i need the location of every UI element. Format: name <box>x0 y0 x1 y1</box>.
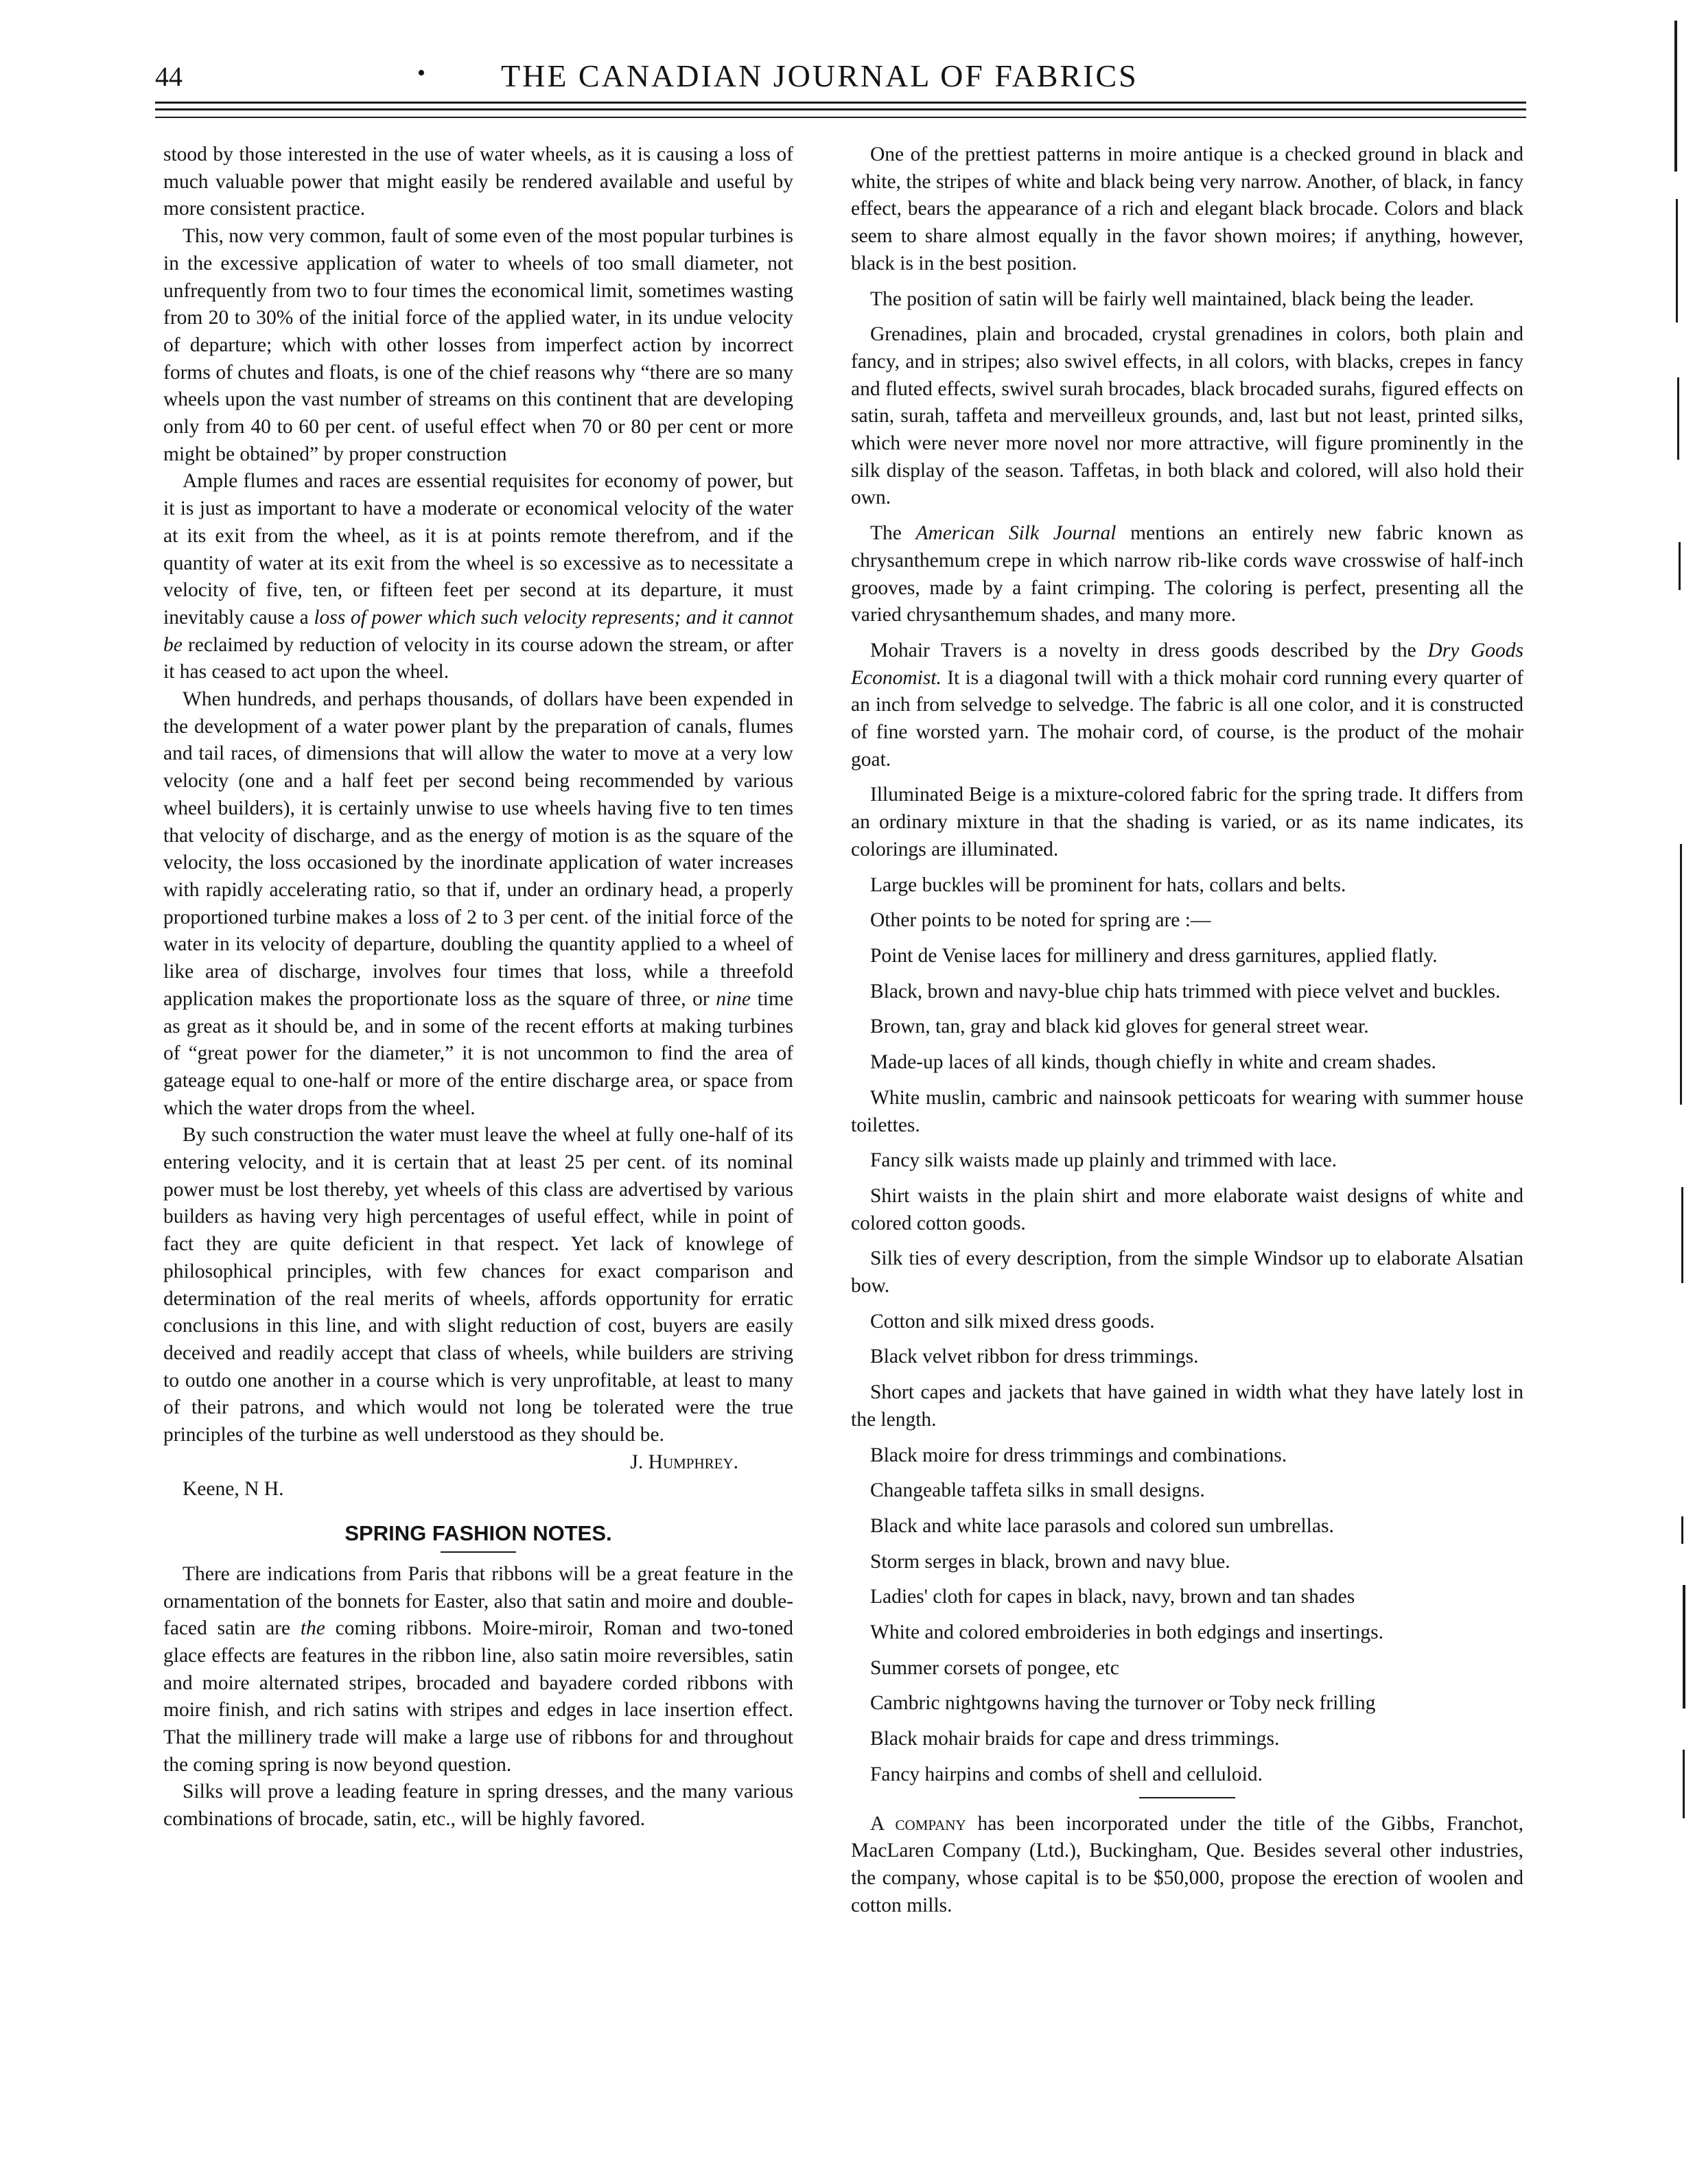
list-item: Black, brown and navy-blue chip hats trimmed with piece velvet and buckles. <box>870 980 1501 1002</box>
emphasis-text: the <box>300 1617 325 1640</box>
header-dot: • <box>417 60 425 86</box>
list-item: Brown, tan, gray and black kid gloves for general street wear. <box>870 1015 1369 1038</box>
list-item: Black and white lace parasols and colored sun umbrellas. <box>870 1514 1334 1537</box>
emphasis-text: loss of power which such velocity represents; and it cannot be <box>163 606 793 656</box>
right-paragraph-1: One of the prettiest patterns in moire antique is a checked ground in black and white, the stripes of white and black being very narrow. Another, of black, in fancy effect, bears the appearance of a rich and elegant black brocade. Colors and black seem to share almost equally in the favor shown moires; if anything, however, black is in the best position. <box>851 143 1523 274</box>
left-paragraph-3: Ample flumes and races are essential requisites for economy of power, but it is just as important to have a moderate or economical velocity of the water at its exit from the wheel, as it is at points remote therefrom, and if the quantity of water at its exit from the wheel is so excessive as to necessitate a velocity of five, ten, or fifteen feet per second at its departure, it must inevitably cause a loss of power which such velocity represents; and it cannot be reclaimed by reduction of velocity in its course adown the stream, or after it has ceased to act upon the wheel. <box>163 470 793 683</box>
fashion-paragraph-1: There are indications from Paris that ribbons will be a great feature in the ornamentation of the bonnets for Easter, also that satin and moire and double-faced satin are the coming ribbons. Moire-miroir, Roman and two-toned glace effects are features in the ribbon line, also satin moire reversibles, satin and moire alternated stripes, brocaded and bayadere corded ribbons with moire finish, and rich satins with stripes and edges in lace insertion effect. That the millinery trade will make a large use of ribbons for and throughout the coming spring is now beyond question. <box>163 1562 793 1776</box>
author-signature: J. Humphrey. <box>630 1451 738 1473</box>
company-lead: A company <box>870 1812 966 1835</box>
section-rule <box>1139 1797 1235 1798</box>
list-item: Point de Venise laces for millinery and dress garnitures, applied flatly. <box>870 944 1438 967</box>
list-item: Cambric nightgowns having the turnover or Toby neck frilling <box>870 1692 1376 1715</box>
binding-edge-marks <box>1668 21 1695 2079</box>
list-item: Fancy silk waists made up plainly and trimmed with lace. <box>870 1149 1337 1172</box>
header-rule-middle <box>155 108 1526 110</box>
list-item: Short capes and jackets that have gained in width what they have lately lost in the length. <box>851 1381 1523 1431</box>
list-item: Cotton and silk mixed dress goods. <box>870 1310 1155 1332</box>
emphasis-text: American Silk Journal <box>915 522 1117 545</box>
right-paragraph-3: Grenadines, plain and brocaded, crystal grenadines in colors, both plain and fancy, and in stripes; also swivel effects, in all colors, with blacks, crepes in fancy and fluted effects, swivel surah brocades, black brocaded surahs, figured effects on satin, surah, taffeta and merveilleux grounds, and, last but not least, printed silks, which were never more novel nor more attractive, will figure prominently in the silk display of the season. Taffetas, in both black and colored, will also hold their own. <box>851 323 1523 509</box>
list-item: Fancy hairpins and combs of shell and celluloid. <box>870 1763 1263 1785</box>
section-heading: SPRING FASHION NOTES. <box>344 1521 612 1546</box>
list-item: Black velvet ribbon for dress trimmings. <box>870 1346 1199 1368</box>
left-paragraph-2: This, now very common, fault of some even of the most popular turbines is in the excessive application of water to wheels of too small diameter, not unfrequently from two to four times the economical limit, sometimes wasting from 20 to 30% of the initial force of the applied water, in its undue velocity of departure; which with other losses from imperfect action by incorrect forms of chutes and floats, is one of the chief reasons why “there are so many wheels upon the vast number of streams on this continent that are developing only from 40 to 60 per cent. of useful effect when 70 or 80 per cent or more might be obtained” by proper construction <box>163 225 793 465</box>
header-rule-top <box>155 102 1526 104</box>
list-item: Black mohair braids for cape and dress trimmings. <box>870 1728 1280 1750</box>
list-item: Shirt waists in the plain shirt and more elaborate waist designs of white and colored cotton goods. <box>851 1184 1523 1234</box>
list-item: Changeable taffeta silks in small designs. <box>870 1479 1205 1502</box>
left-paragraph-5: By such construction the water must leave the wheel at fully one-half of its entering velocity, and it is certain that at least 25 per cent. of its nominal power must be lost thereby, yet wheels of this class are advertised by various builders as having very high percentages of useful effect, while in point of fact they are quite deficient in that respect. Yet lack of knowlege of philosophical principles, with few chances for exact comparison and determination of the real merits of wheels, affords opportunity for erratic conclusions in this line, and with slight reduction of cost, buyers are easily deceived and readily accept that class of wheels, while builders are striving to outdo one another in a course which is very unprofitable, at least to many of their patrons, and which would not long be tolerated were the true principles of the turbine as well understood as they should be. <box>163 1124 793 1446</box>
page-number: 44 <box>155 61 183 92</box>
left-column <box>163 141 793 1833</box>
list-item: Made-up laces of all kinds, though chiefly in white and cream shades. <box>870 1051 1436 1074</box>
list-item: White and colored embroideries in both edgings and insertings. <box>870 1621 1383 1644</box>
header-rule-bottom <box>155 117 1526 118</box>
heading-rule <box>441 1551 516 1553</box>
right-paragraph-2: The position of satin will be fairly well maintained, black being the leader. <box>870 287 1474 310</box>
right-paragraph-7: Large buckles will be prominent for hats, collars and belts. <box>870 873 1346 896</box>
right-paragraph-4: The American Silk Journal mentions an entirely new fabric known as chrysanthemum crepe in which narrow rib-like cords wave crosswise of half-inch grooves, made by a faint crimping. The coloring is perfect, presenting all the varied chrysanthemum shades, and many more. <box>851 522 1523 626</box>
list-item: Black moire for dress trimmings and combinations. <box>870 1444 1287 1466</box>
place-line: Keene, N H. <box>183 1478 284 1501</box>
right-paragraph-5: Mohair Travers is a novelty in dress goods described by the Dry Goods Economist. It is a diagonal twill with a thick mohair cord running every quarter of an inch from selvedge to selvedge. The fabric is all one color, and it is constructed of fine worsted yarn. The mohair cord, of course, is the product of the mohair goat. <box>851 639 1523 771</box>
signature-line <box>163 1449 793 1477</box>
running-title: THE CANADIAN JOURNAL OF FABRICS <box>501 58 1138 93</box>
emphasis-text: nine <box>716 987 751 1010</box>
company-notice: A company has been incorporated under the title of the Gibbs, Franchot, MacLaren Company (Ltd.), Buckingham, Que. Besides several other industries, the company, whose capital is to be $50,000, propose the erection of woolen and cotton mills. <box>851 1812 1523 1916</box>
list-item: Silk ties of every description, from the simple Windsor up to elaborate Alsatian bow. <box>851 1247 1523 1298</box>
list-item: White muslin, cambric and nainsook petticoats for wearing with summer house toilettes. <box>851 1086 1523 1136</box>
left-paragraph-4: When hundreds, and perhaps thousands, of dollars have been expended in the development of a water power plant by the preparation of canals, flumes and tail races, of dimensions that will allow the water to move at a very low velocity (one and a half feet per second being recommended by various wheel builders), it is certainly unwise to use wheels having five to ten times that velocity of discharge, and as the energy of motion is as the square of the velocity, the loss occasioned by the inordinate application of water increases with rapidly accelerating ratio, so that if, under an ordinary head, a properly proportioned turbine makes a loss of 2 to 3 per cent. of the initial force of the water in its velocity of departure, doubling the quantity applied to a wheel of like area of discharge, involves four times that loss, while a threefold application makes the proportionate loss as the square of three, or nine time as great as it should be, and in some of the recent efforts at making turbines of “great power for the diameter,” it is not uncommon to find the area of gateage equal to one-half or more of the entire discharge area, or space from which the water drops from the wheel. <box>163 688 793 1119</box>
fashion-paragraph-2: Silks will prove a leading feature in spring dresses, and the many various combinations of brocade, satin, etc., will be highly favored. <box>163 1781 793 1831</box>
right-column <box>851 141 1523 1927</box>
right-paragraph-6: Illuminated Beige is a mixture-colored fabric for the spring trade. It differs from an ordinary mixture in that the shading is varied, or as its name indicates, its colorings are illuminated. <box>851 784 1523 860</box>
list-item: Summer corsets of pongee, etc <box>870 1656 1119 1679</box>
list-item: Ladies' cloth for capes in black, navy, brown and tan shades <box>870 1586 1355 1608</box>
right-paragraph-8: Other points to be noted for spring are :— <box>870 909 1211 932</box>
left-paragraph-1: stood by those interested in the use of water wheels, as it is causing a loss of much valuable power that might easily be rendered available and useful by more consistent practice. <box>163 143 793 220</box>
emphasis-text: Dry Goods Economist. <box>851 639 1523 689</box>
list-item: Storm serges in black, brown and navy blue. <box>870 1550 1230 1573</box>
